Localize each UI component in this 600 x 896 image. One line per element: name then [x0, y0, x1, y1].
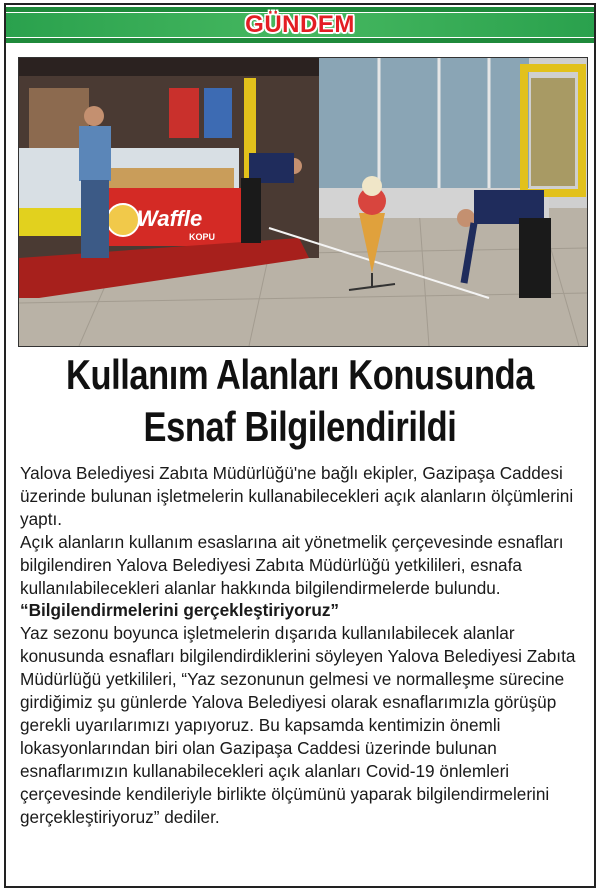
person-shirt [79, 126, 111, 181]
section-title: GÜNDEM [245, 11, 355, 38]
article-body [20, 462, 586, 829]
waffle-sign-sub: KOPU [189, 232, 216, 242]
ice-cream-top [362, 176, 382, 196]
yellow-door-glass [531, 78, 575, 186]
headline-line-1: Kullanım Alanları Konusunda [66, 351, 534, 398]
shop-awning [19, 58, 319, 76]
glass-storefront [319, 58, 529, 198]
fridge [169, 88, 199, 138]
waffle-logo-icon [107, 204, 139, 236]
person-head [84, 106, 104, 126]
officer-legs [241, 178, 261, 243]
waffle-sign-text: Waffle [137, 206, 203, 231]
headline-line-2: Esnaf Bilgilendirildi [143, 403, 457, 450]
paragraph-3: Yaz sezonu boyunca işletmelerin dışarıda kullanılabilecek alanlar konusunda esnafları bilgilendirdiklerini söyleyen Yalova Belediyesi Zabıta Müdürlüğü yetkilileri, “Yaz sezonunun gelmesi ve normalleşme sürecine girdiğimiz şu günlerde Yalova Belediyesi olarak esnaflarımızla görüşüp gerekli uyarılarımızı yapıyoruz. Bu kapsamda kentimizin önemli lokasyonlarından biri olan Gazipaşa Caddesi üzerinde bulunan esnaflarımızın kullanabilecekleri açık alanları Covid-19 önlemleri çerçevesinde kendileriyle birlikte ölçümünü yaparak bilgilendirmelerini gerçekleştiriyoruz” dediler. [20, 623, 576, 827]
paragraph-2: Açık alanların kullanım esaslarına ait yönetmelik çerçevesinde esnafları bilgilendiren Yalova Belediyesi Zabıta Müdürlüğü yetkilileri, esnafa kullanılabilecekleri alanlar hakkında bilgilendirmelerde bulundu. [20, 531, 564, 598]
subheading: “Bilgilendirmelerini gerçekleştiriyoruz” [20, 600, 340, 621]
person-jeans [81, 180, 109, 258]
news-photo [18, 57, 588, 347]
officer2-legs [519, 218, 551, 298]
photo-illustration [19, 58, 587, 346]
fridge-blue [204, 88, 232, 138]
paragraph-1: Yalova Belediyesi Zabıta Müdürlüğü'ne bağlı ekipler, Gazipaşa Caddesi üzerinde bulunan işletmelerin kullanabilecekleri açık alanların ölçümlerini yaptı. [20, 463, 574, 529]
newspaper-page [4, 3, 596, 888]
section-header-band [6, 5, 594, 47]
